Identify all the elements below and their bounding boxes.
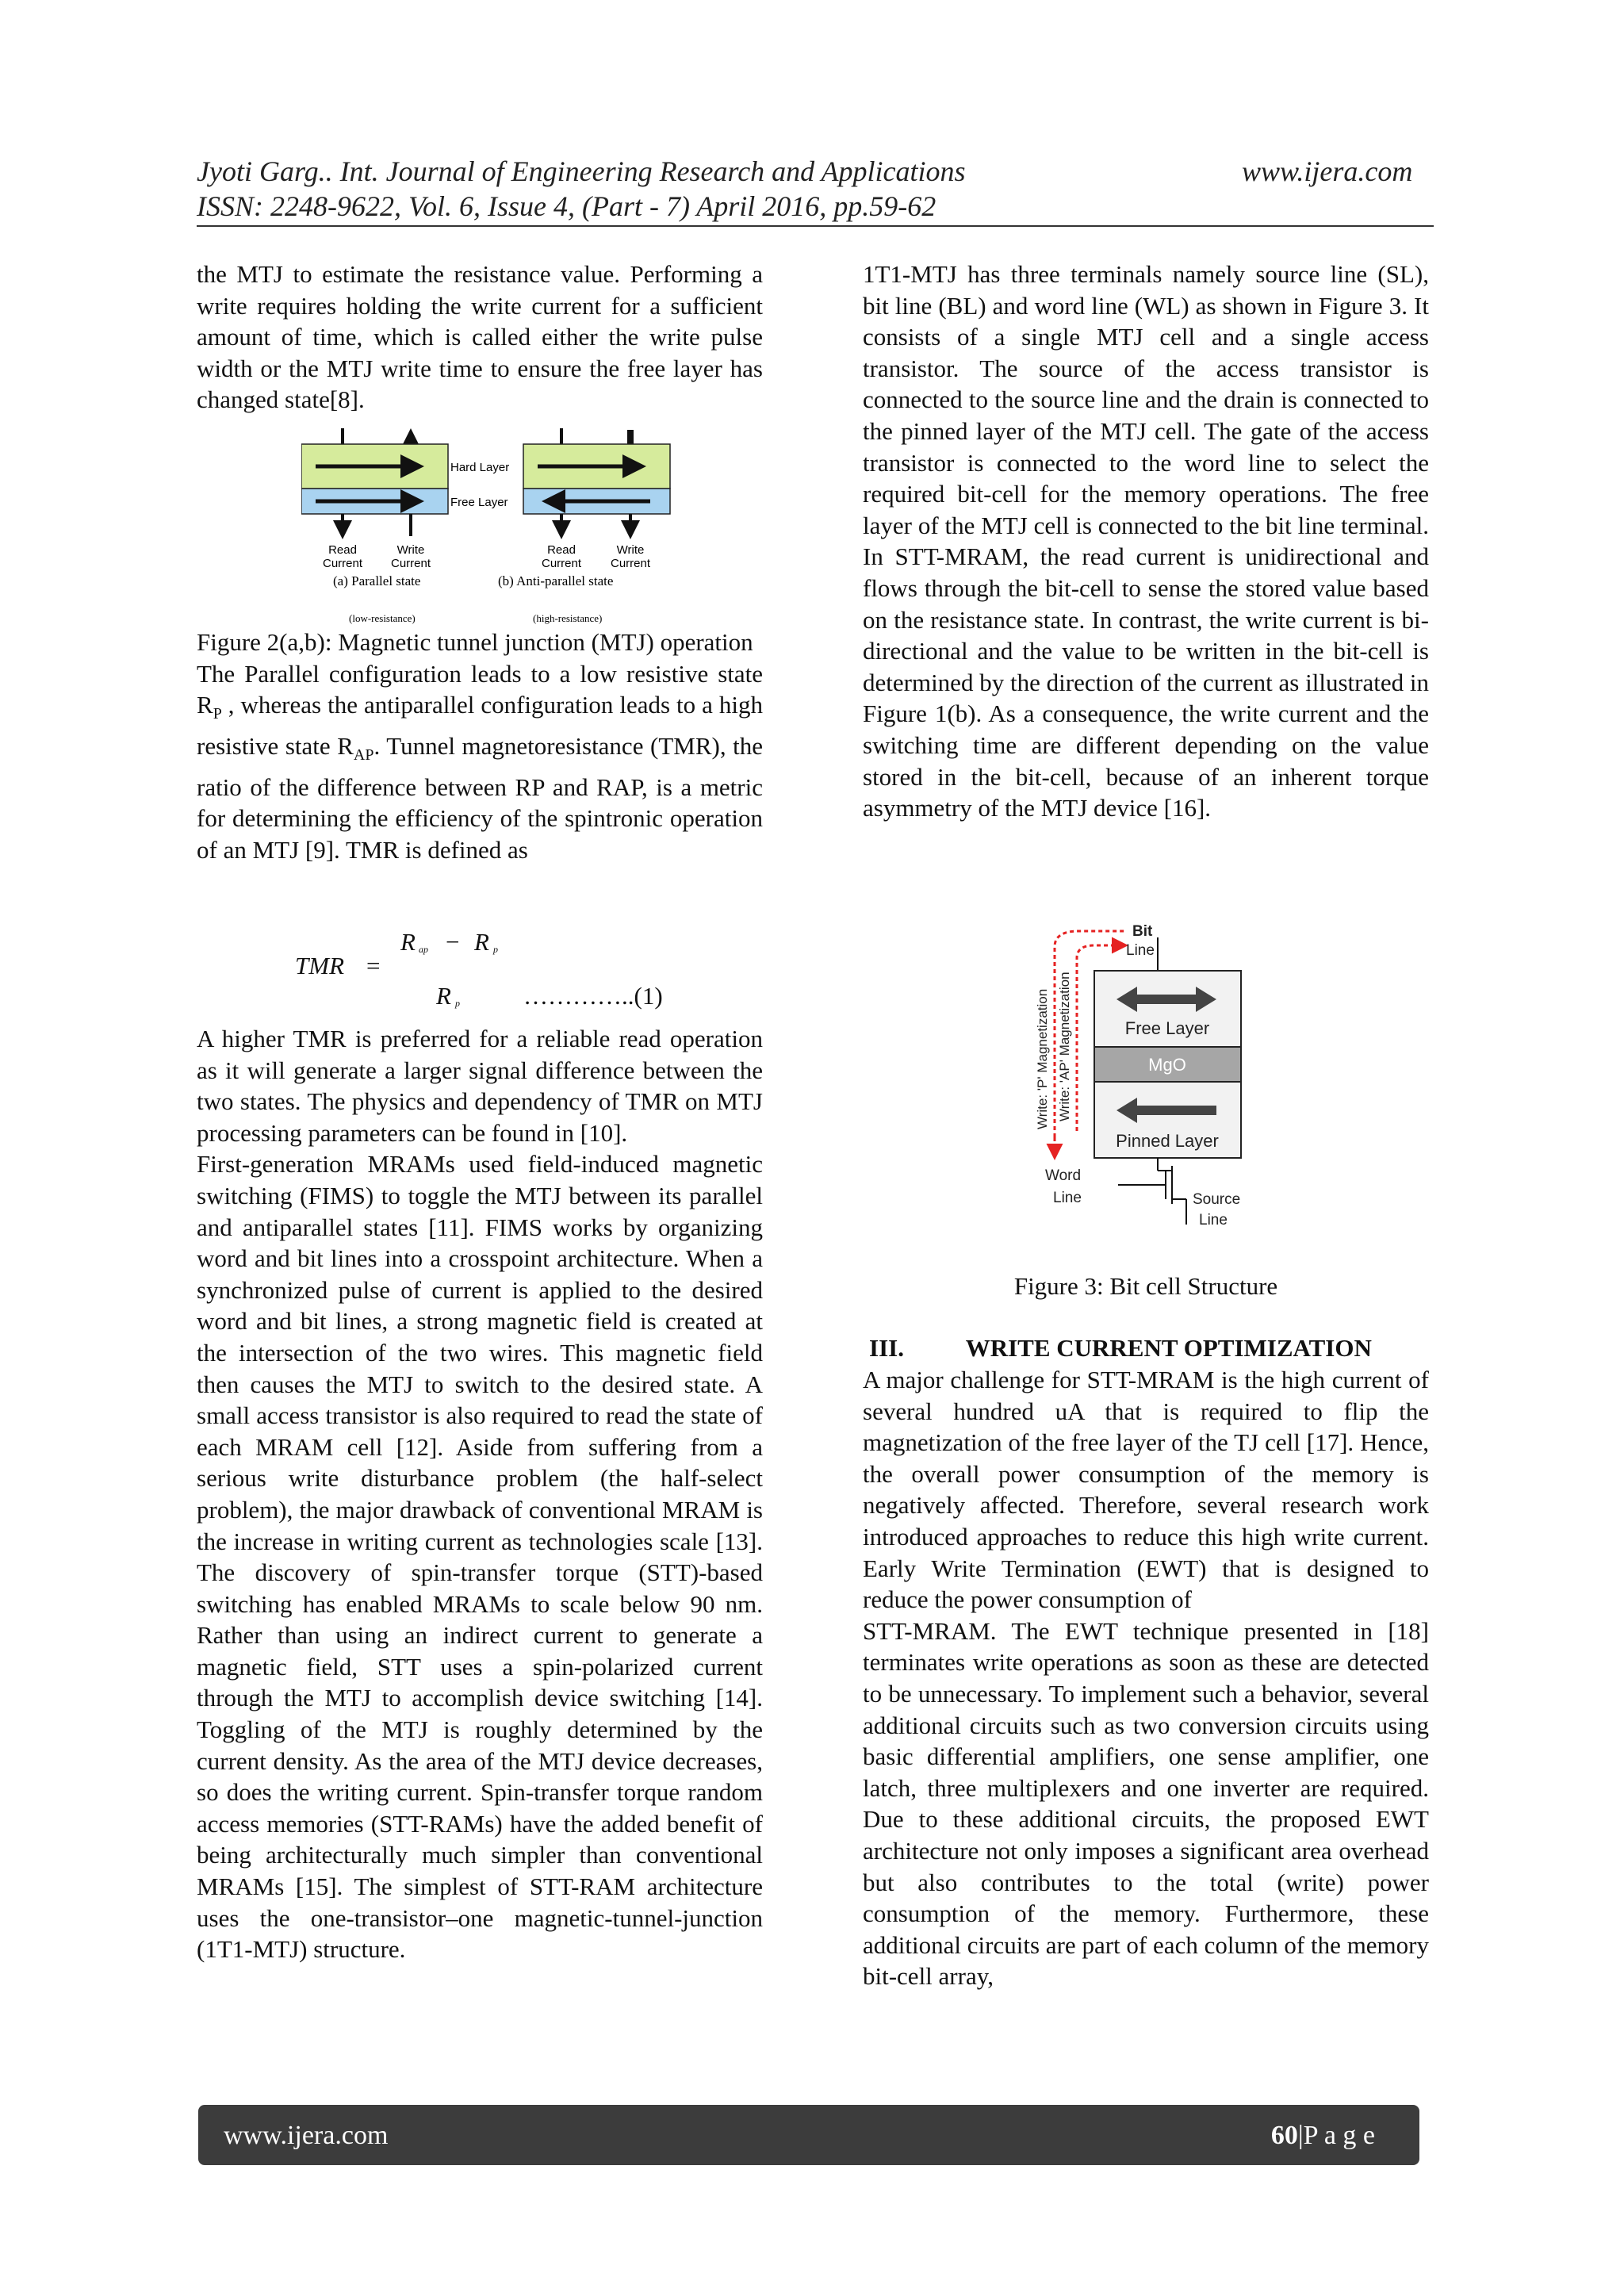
figure-3-bit-cell [1031,923,1269,1232]
write-label-b: Write [616,543,645,557]
low-resistance-label: (low-resistance) [349,612,416,624]
current-label-b-write: Current [610,557,651,570]
current-label-b-read: Current [541,557,582,570]
word-line-label: Line [1053,1190,1082,1206]
source-line-label: Line [1199,1212,1228,1228]
para-write-current-1: A major challenge for STT-MRAM is the high current of several hundred uA that is required to flip the magnetization of the free layer of the TJ cell [17]. Hence, the overall power consumption of the memory is negatively affected. Therefore, several research work introduced approaches to reduce this high write current. Early Write Termination (EWT) that is designed to reduce the power consumption of [863,1366,1429,1614]
eq-minus: − [446,928,460,956]
source-label: Source [1193,1191,1241,1208]
eq-r-p-sub: p [493,944,498,955]
figure-2-caption: Figure 2(a,b): Magnetic tunnel junction (MTJ) operation [197,628,753,656]
page-number: 60 [1270,2121,1298,2150]
para-intro: the MTJ to estimate the resistance value. Performing a write requires holding the write current for a sufficient amount of time, which is called either the write pulse width or the MTJ write time to ensure the free layer has changed state[8]. [197,260,763,414]
read-label-b: Read [547,543,576,557]
para-higher-tmr: A higher TMR is preferred for a reliable read operation as it will generate a larger signal difference between the two states. The physics and dependency of TMR on MTJ processing parameters can be found in [10]. [197,1025,763,1147]
eq-r-ap-sub: ap [419,944,428,955]
section-number: III. [869,1334,904,1362]
write-ap-label: Write: 'AP' Magnetization [1057,972,1072,1121]
pinned-layer-text: Pinned Layer [1116,1131,1219,1151]
header-rule [197,225,1434,227]
page-word: |P a g e [1297,2121,1375,2150]
free-layer-label: Free Layer [450,496,508,509]
footer-website[interactable]: www.ijera.com [224,2121,389,2150]
figure-3-caption: Figure 3: Bit cell Structure [1013,1272,1278,1300]
issn-line: ISSN: 2248-9622, Vol. 6, Issue 4, (Part - 7) April 2016, pp.59-62 [197,190,936,222]
footer-page [1271,2121,1375,2151]
hard-layer-label: Hard Layer [450,461,510,474]
para-tmr: The Parallel configuration leads to a low resistive state $R_P$ , whereas the antiparallel configuration leads to a high resistive state $R_{AP}$. Tunnel magnetoresistance (TMR), the ratio of the difference between RP and RAP, is a metric for determining the efficiency of the spintronic operation of an MTJ [9]. TMR is defined as [197,659,764,864]
current-label-a-write: Current [390,557,431,570]
write-p-label: Write: 'P' Magnetization [1035,988,1050,1129]
eq-number: …………..(1) [523,982,663,1010]
figure-2-mtj-operation [301,425,698,628]
mgo-text: MgO [1148,1055,1186,1075]
high-resistance-label: (high-resistance) [533,612,603,624]
current-label-a-read: Current [322,557,363,570]
right-column-bottom [863,1364,1429,1992]
eq-lhs: TMR [295,952,344,979]
left-column-bottom [197,1023,763,1965]
parallel-state-label: (a) Parallel state [333,573,421,588]
antiparallel-state-label: (b) Anti-parallel state [498,573,614,588]
word-label: Word [1045,1167,1082,1184]
write-label-a: Write [396,543,425,557]
left-column-mid [197,627,763,866]
bit-label: Bit [1132,923,1153,940]
eq-equals: = [366,952,381,979]
right-column-top [863,259,1429,824]
footer-bar [198,2105,1419,2165]
section-title: WRITE CURRENT OPTIMIZATION [965,1334,1372,1362]
para-fims: First-generation MRAMs used field-induced magnetic switching (FIMS) to toggle the MTJ between its parallel and antiparallel states [11]. FIMS works by organizing word and bit lines into a crosspoint architecture. When a synchronized pulse of current is applied to the desired word and bit lines, a strong magnetic field is created at the intersection of the two wires. This magnetic field then causes the MTJ to switch to the desired state. A small access transistor is also required to read the state of each MRAM cell [12]. Aside from suffering from a serious write disturbance problem (the half-select problem), the major drawback of conventional MRAM is the increase in writing current as technologies scale [13]. The discovery of spin-transfer torque (STT)-based switching has enabled MRAMs to scale below 90 nm. Rather than using an indirect current to generate a magnetic field, STT uses a spin-polarized current through the MTJ to accomplish device switching [14]. Toggling of the MTJ is roughly determined by the current density. As the area of the MTJ device decreases, so does the writing current. Spin-transfer torque random access memories (STT-RAMs) have the added benefit of being architecturally much simpler than conventional MRAMs [15]. The simplest of STT-RAM architecture uses the one-transistor–one magnetic-tunnel-junction (1T1-MTJ) structure. [197,1150,763,1964]
header-website[interactable]: www.ijera.com [1242,155,1413,187]
tmr-equation [285,920,698,1015]
bit-line-label: Line [1126,942,1155,959]
eq-r-ap: R [400,928,416,956]
section-heading [869,1332,1440,1364]
journal-title: Jyoti Garg.. Int. Journal of Engineering Research and Applications [197,155,966,187]
free-layer-text: Free Layer [1124,1018,1210,1038]
eq-r-p: R [474,928,489,956]
eq-denominator-sub: p [455,998,460,1009]
para-write-current-2: STT-MRAM. The EWT technique presented in [18] terminates write operations as soon as these are detected to be unnecessary. To implement such a behavior, several additional circuits such as two conversion circuits using basic differential amplifiers, one sense amplifier, one latch, three multiplexers and one inverter are required. Due to these additional circuits, the proposed EWT architecture not only imposes a significant area overhead but also contributes to the total (write) power consumption of the memory. Furthermore, these additional circuits are part of each column of the memory bit-cell array, [863,1616,1429,1991]
left-column-top [197,259,763,416]
eq-denominator: R [436,982,451,1010]
para-1t1-mtj: 1T1-MTJ has three terminals namely source line (SL), bit line (BL) and word line (WL) as shown in Figure 3. It consists of a single MTJ cell and a single access transistor. The source of the access transistor is connected to the source line and the drain is connected to the pinned layer of the MTJ cell. The gate of the access transistor is connected to the word line to select the required bit-cell for the memory operations. The free layer of the MTJ cell is connected to the bit line terminal. In STT-MRAM, the read current is unidirectional and flows through the bit-cell to sense the stored value based on the resistance state. In contrast, the write current is bi-directional and the value to be written in the bit-cell is determined by the direction of the current as illustrated in Figure 1(b). As a consequence, the write current and the switching time are different depending on the value stored in the bit-cell, because of an inherent torque asymmetry of the MTJ device [16]. [863,260,1429,822]
read-label-a: Read [328,543,357,557]
